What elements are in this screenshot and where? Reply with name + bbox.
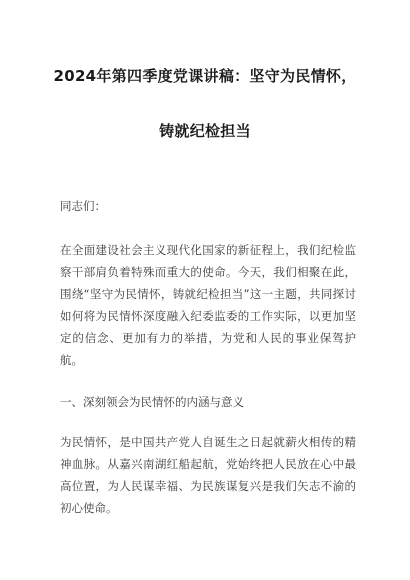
document-title-line-1: 2024年第四季度党课讲稿：坚守为民情怀， xyxy=(53,67,357,85)
paragraph-intro: 在全面建设社会主义现代化国家的新征程上，我们纪检监察干部肩负着特殊而重大的使命。今天，我们相聚在此，围绕“坚守为民情怀，铸就纪检担当”这一主题，共同探讨如何将为民情怀深度融入纪委监委的工作实际，以更加坚定的信念、更加有力的举措，为党和人民的事业保驾护航。 xyxy=(60,243,356,367)
greeting: 同志们： xyxy=(60,199,106,213)
document-title-line-2: 铸就纪检担当 xyxy=(159,122,251,140)
paragraph-section-1: 为民情怀，是中国共产党人自诞生之日起就薪火相传的精神血脉。从嘉兴南湖红船起航，党始终把人民放在心中最高位置，为人民谋幸福、为民族谋复兴是我们矢志不渝的初心使命。 xyxy=(60,435,356,515)
section-heading-1: 一、深刻领会为民情怀的内涵与意义 xyxy=(60,395,244,409)
